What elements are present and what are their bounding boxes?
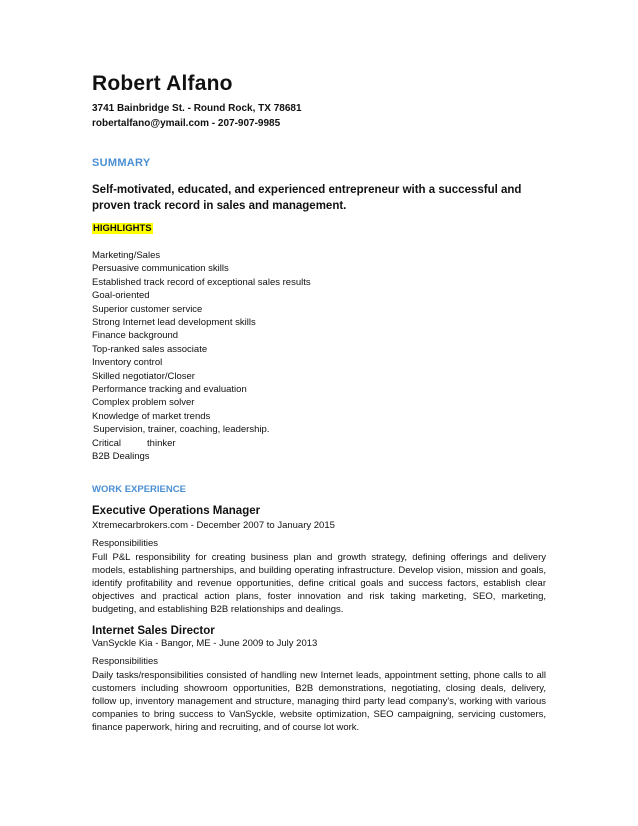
list-item: Supervision, trainer, coaching, leadership.	[93, 424, 270, 436]
list-item: Complex problem solver	[92, 397, 195, 409]
list-item-critical-thinker	[92, 437, 311, 450]
job-title: Executive Operations Manager	[92, 505, 261, 517]
summary-heading: SUMMARY	[92, 157, 151, 169]
list-item: Performance tracking and evaluation	[92, 384, 247, 396]
address-line: 3741 Bainbridge St. - Round Rock, TX 78681	[92, 103, 302, 114]
responsibilities-label: Responsibilities	[92, 656, 159, 667]
contact-line: robertalfano@ymail.com - 207-907-9985	[92, 118, 281, 129]
job-company-dates: Xtremecarbrokers.com - December 2007 to January 2015	[92, 520, 335, 531]
summary-text: Self-motivated, educated, and experienced entrepreneur with a successful and proven track record in sales and management.	[92, 184, 522, 212]
list-item: Skilled negotiator/Closer	[92, 370, 195, 382]
list-item: Inventory control	[92, 357, 163, 369]
highlights-heading: HIGHLIGHTS	[93, 223, 152, 234]
list-item: B2B Dealings	[92, 451, 150, 463]
list-item-part: Critical	[92, 437, 122, 449]
responsibilities-label: Responsibilities	[92, 538, 159, 549]
job-title: Internet Sales Director	[92, 625, 215, 637]
candidate-name: Robert Alfano	[92, 72, 233, 95]
highlights-list	[92, 249, 311, 464]
list-item: Persuasive communication skills	[92, 263, 229, 275]
list-item: Established track record of exceptional sales results	[92, 276, 311, 288]
list-item: Finance background	[92, 330, 179, 342]
responsibilities-text: Full P&L responsibility for creating business plan and growth strategy, defining offerings and delivery models, establishing partnerships, and building operating infrastructure. Develop vision, mission and goals, identify profitability and revenue opportunities, define critical goals and success factors, establish clear objectives and practical action plans, foster innovation and risk taking marketing, SEO, marketing, budgeting, and establishing B2B relationships and dealings.	[92, 552, 546, 615]
list-item-part: thinker	[147, 437, 176, 449]
list-item: Marketing/Sales	[92, 250, 161, 261]
list-item: Superior customer service	[92, 303, 203, 315]
work-experience-heading: WORK EXPERIENCE	[92, 484, 186, 495]
list-item: Knowledge of market trends	[92, 410, 211, 422]
list-item: Goal-oriented	[92, 290, 150, 302]
list-item: Top-ranked sales associate	[92, 343, 208, 355]
job-company-dates: VanSyckle Kia - Bangor, ME - June 2009 to July 2013	[92, 638, 318, 649]
responsibilities-text: Daily tasks/responsibilities consisted of handling new Internet leads, appointment setting, phone calls to all customers including showroom opportunities, B2B demonstrations, negotiating, closing deals, delivery, follow up, inventory management and structure, managing third party lead company's, working with various companies to bring success to VanSyckle, website optimization, SEO campaigning, servicing customers, finance paperwork, hiring and recruiting, and of course lot work.	[92, 670, 546, 733]
list-item: Strong Internet lead development skills	[92, 317, 256, 329]
